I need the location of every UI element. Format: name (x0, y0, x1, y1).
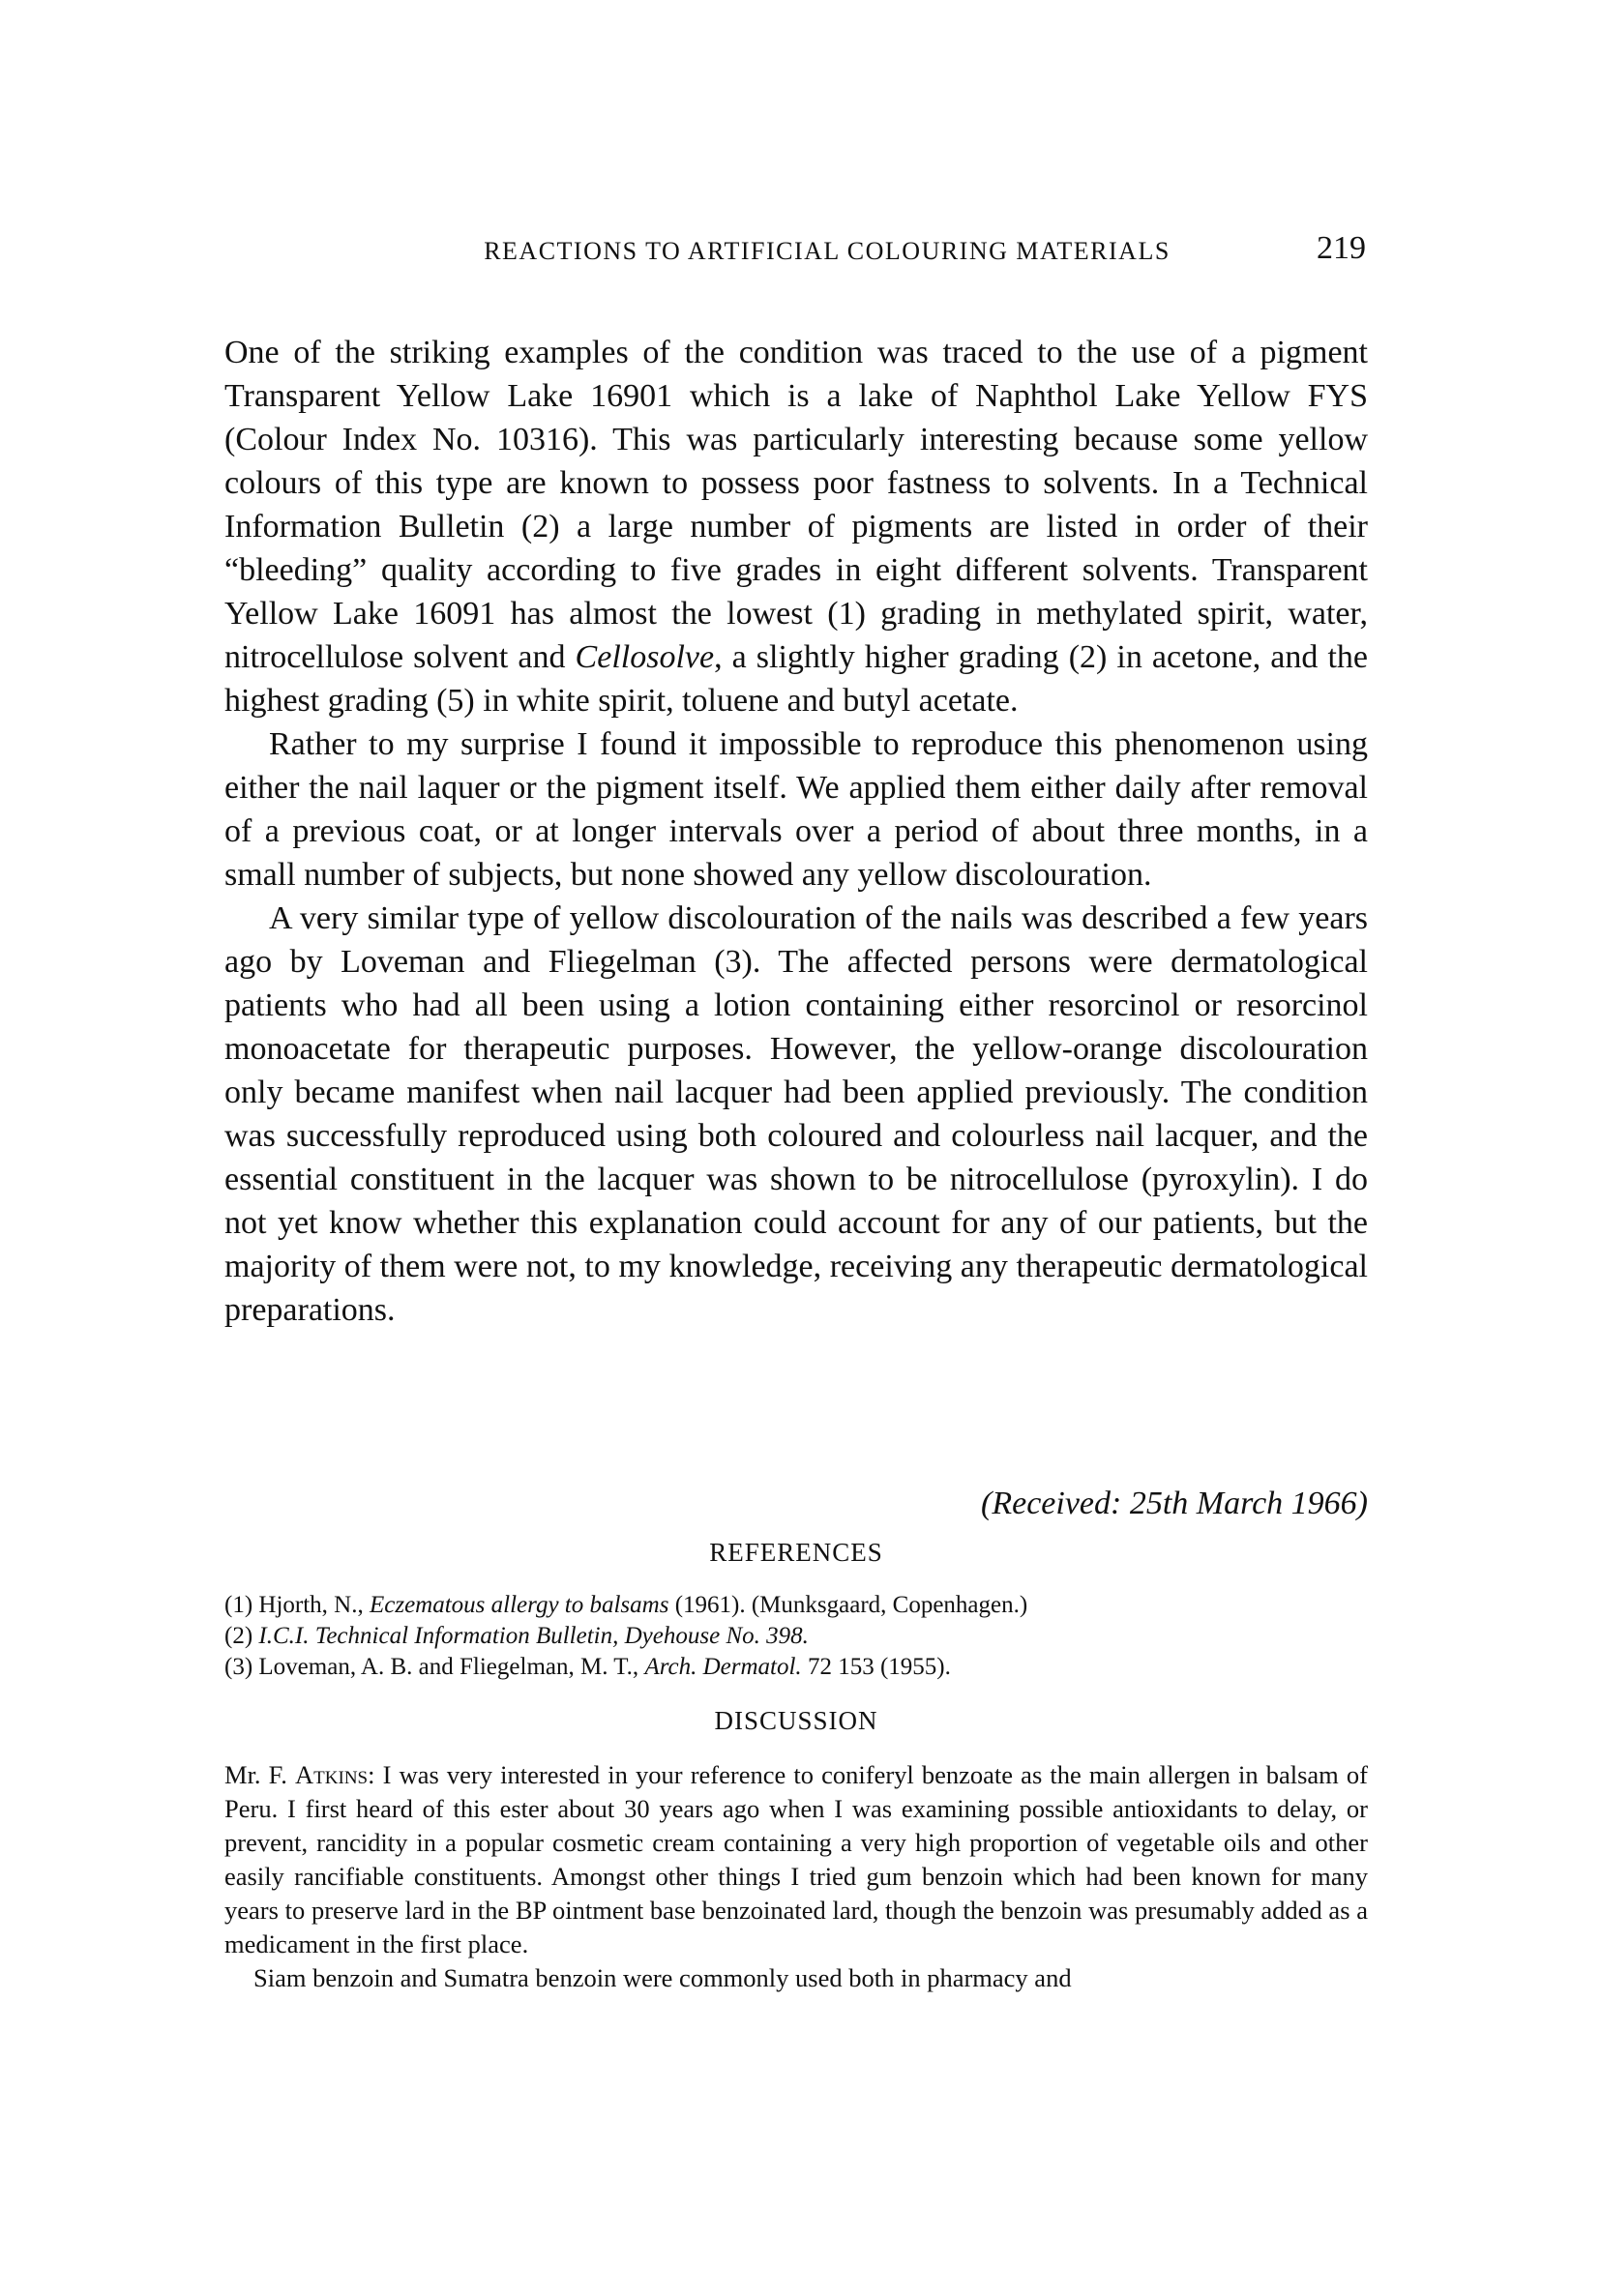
references-list (224, 1590, 1368, 1683)
reference-number: (2) (224, 1623, 253, 1649)
discussion-heading: DISCUSSION (714, 1706, 878, 1735)
discussion-text (224, 1758, 1368, 1995)
speaker-name: Atkins (295, 1760, 369, 1789)
reference-item (224, 1652, 1368, 1683)
reference-title: Eczematous allergy to balsams (369, 1592, 669, 1618)
reference-number: (1) (224, 1592, 253, 1618)
speaker-colon: : (368, 1760, 383, 1789)
reference-item (224, 1590, 1368, 1621)
reference-author: Hjorth, N., (258, 1592, 370, 1618)
reference-item (224, 1621, 1368, 1652)
running-title: REACTIONS TO ARTIFICIAL COLOURING MATERIALS (484, 237, 1171, 265)
reference-title: I.C.I. Technical Information Bulletin, Dyehouse No. 398. (258, 1623, 809, 1649)
paragraph-3: A very similar type of yellow discolouration of the nails was described a few years ago by Loveman and Fliegelman (3). The affected persons were dermatological patients who had all been using a lotion containing either resorcinol or resorcinol monoacetate for therapeutic purposes. However, the yellow-orange discolouration only became manifest when nail lacquer had been applied previously. The condition was successfully reproduced using both coloured and colourless nail lacquer, and the essential constituent in the lacquer was shown to be nitrocellulose (pyroxylin). I do not yet know whether this explanation could account for any of our patients, but the majority of them were not, to my knowledge, receiving any therapeutic dermatological preparations. (224, 900, 1368, 1328)
discussion-paragraph-2: Siam benzoin and Sumatra benzoin were commonly used both in pharmacy and (253, 1963, 1072, 1992)
paragraph-1-part-b: , a slightly higher grading (2) in acetone, and the highest grading (5) in white spirit, toluene and butyl acetate. (224, 639, 1368, 719)
reference-number: (3) (224, 1654, 253, 1680)
paragraph-2: Rather to my surprise I found it impossible to reproduce this phenomenon using either the nail laquer or the pigment itself. We applied them either daily after removal of a previous coat, or at longer intervals over a period of about three months, in a small number of subjects, but none showed any yellow discolouration. (224, 726, 1368, 893)
speaker-prefix: Mr. F. (224, 1760, 296, 1789)
main-text (224, 331, 1368, 1332)
discussion-paragraph-1 (224, 1758, 1368, 1961)
reference-author: Loveman, A. B. and Fliegelman, M. T., (258, 1654, 645, 1680)
paragraph-1 (224, 331, 1368, 722)
references-heading: REFERENCES (709, 1538, 883, 1567)
reference-title: Arch. Dermatol. (644, 1654, 802, 1680)
reference-details: (1961). (Munksgaard, Copenhagen.) (668, 1592, 1028, 1618)
received-date: (Received: 25th March 1966) (981, 1486, 1368, 1521)
discussion-paragraph-1-text: I was very interested in your reference to coniferyl benzoate as the main allergen in balsam of Peru. I first heard of this ester about 30 years ago when I was examining possible antioxidants to delay, or prevent, rancidity in a popular cosmetic cream containing a very high proportion of vegetable oils and other easily rancifiable constituents. Amongst other things I tried gum benzoin which had been known for many years to preserve lard in the BP ointment base benzoinated lard, though the benzoin was presumably added as a medicament in the first place. (224, 1760, 1368, 1958)
cellosolve-term: Cellosolve (575, 639, 715, 675)
reference-details: 72 153 (1955). (801, 1654, 951, 1680)
page-number: 219 (1317, 230, 1366, 266)
paragraph-1-part-a: One of the striking examples of the condition was traced to the use of a pigment Transparent Yellow Lake 16901 which is a lake of Naphthol Lake Yellow FYS (Colour Index No. 10316). This was particularly interesting because some yellow colours of this type are known to possess poor fastness to solvents. In a Technical Information Bulletin (2) a large number of pigments are listed in order of their “bleeding” quality according to five grades in eight different solvents. Transparent Yellow Lake 16091 has almost the lowest (1) grading in methylated spirit, water, nitrocellulose solvent and (224, 335, 1368, 675)
